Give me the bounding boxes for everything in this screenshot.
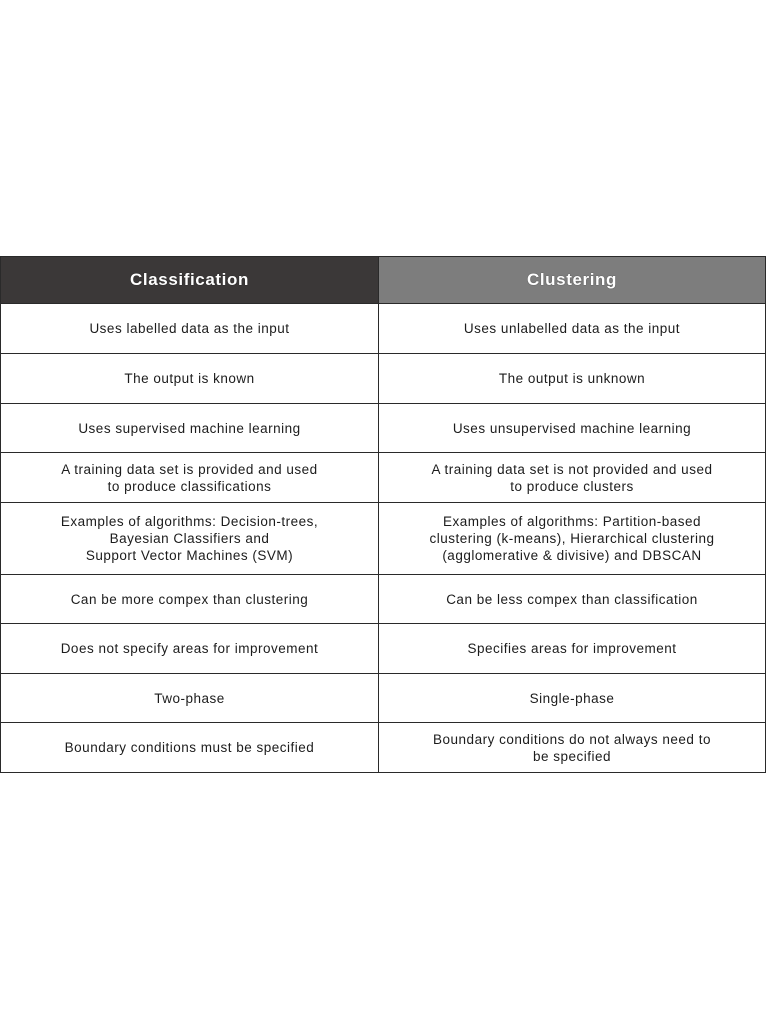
table-row xyxy=(1,304,766,354)
clustering-cell: Specifies areas for improvement xyxy=(379,624,766,674)
classification-cell: Can be more compex than clustering xyxy=(1,575,379,624)
clustering-cell: Examples of algorithms: Partition-based clustering (k-means), Hierarchical clustering (agglomerative & divisive) and DBSCAN xyxy=(379,503,766,575)
clustering-cell: Boundary conditions do not always need to be specified xyxy=(379,723,766,773)
table-row xyxy=(1,503,766,575)
table-row xyxy=(1,404,766,453)
classification-cell: Uses supervised machine learning xyxy=(1,404,379,453)
comparison-table xyxy=(0,256,766,773)
table-row xyxy=(1,624,766,674)
clustering-cell: Can be less compex than classification xyxy=(379,575,766,624)
header-clustering: Clustering xyxy=(379,257,766,304)
comparison-table-container xyxy=(0,256,765,773)
clustering-cell: Uses unsupervised machine learning xyxy=(379,404,766,453)
clustering-cell: Uses unlabelled data as the input xyxy=(379,304,766,354)
table-row xyxy=(1,453,766,503)
header-classification: Classification xyxy=(1,257,379,304)
table-row xyxy=(1,354,766,404)
classification-cell: The output is known xyxy=(1,354,379,404)
table-row xyxy=(1,723,766,773)
classification-cell: Uses labelled data as the input xyxy=(1,304,379,354)
table-header-row xyxy=(1,257,766,304)
classification-cell: Does not specify areas for improvement xyxy=(1,624,379,674)
clustering-cell: A training data set is not provided and used to produce clusters xyxy=(379,453,766,503)
classification-cell: A training data set is provided and used to produce classifications xyxy=(1,453,379,503)
table-row xyxy=(1,575,766,624)
classification-cell: Two-phase xyxy=(1,674,379,723)
clustering-cell: Single-phase xyxy=(379,674,766,723)
clustering-cell: The output is unknown xyxy=(379,354,766,404)
table-row xyxy=(1,674,766,723)
classification-cell: Examples of algorithms: Decision-trees, Bayesian Classifiers and Support Vector Machines (SVM) xyxy=(1,503,379,575)
classification-cell: Boundary conditions must be specified xyxy=(1,723,379,773)
